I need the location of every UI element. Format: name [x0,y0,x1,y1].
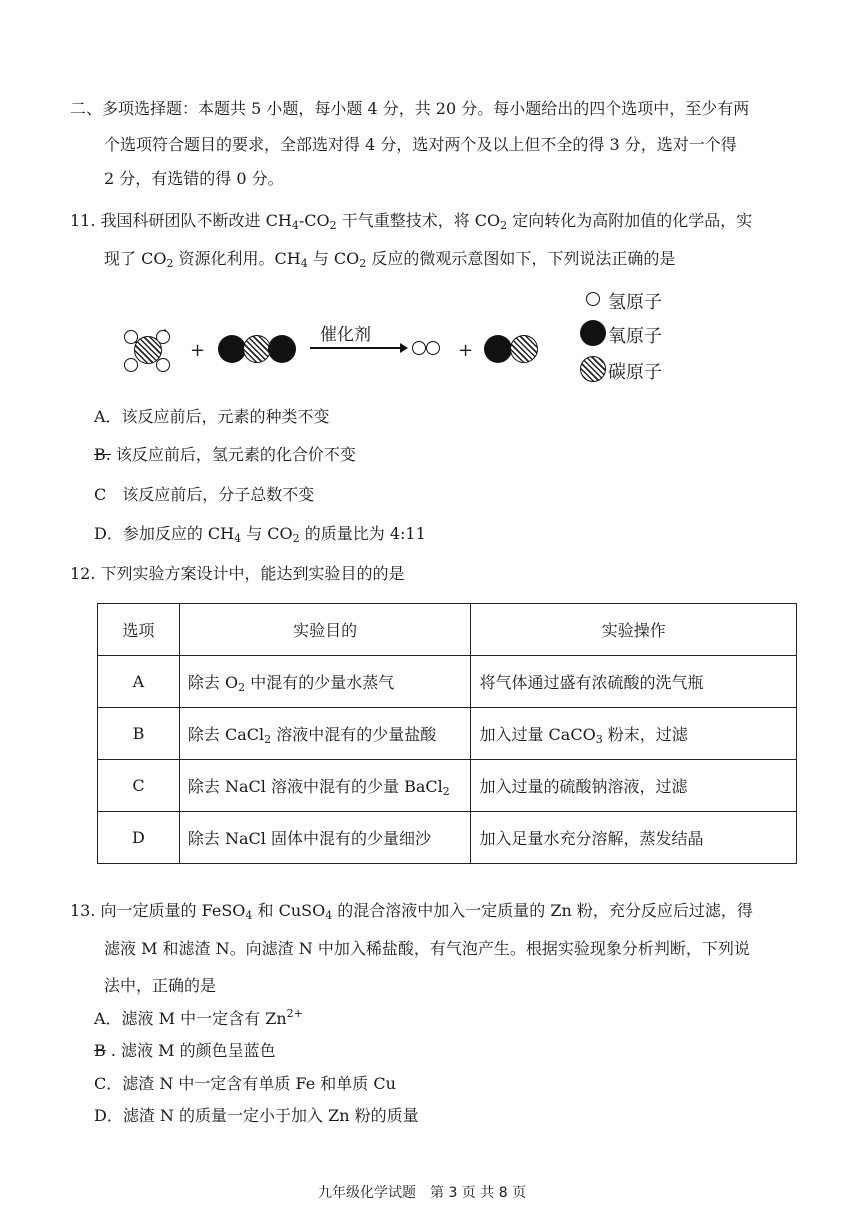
hydrogen-atom [426,341,440,355]
row-operation: 将气体通过盛有浓硫酸的洗气瓶 [471,656,797,708]
table-row [98,812,797,864]
table-row [98,656,797,708]
q11-option-b: B. 该反应前后，氢元素的化合价不变 [94,445,356,464]
legend-hydrogen-icon [586,292,600,306]
q13-stem-line2: 滤液 M 和滤渣 N。向滤渣 N 中加入稀盐酸，有气泡产生。根据实验现象分析判断，下列说 [104,939,750,958]
section-heading-line2: 个选项符合题目的要求，全部选对得 4 分，选对两个及以上但不全的得 3 分，选对一个得 [104,135,737,154]
table-row [98,708,797,760]
row-goal: 除去 $O_2$ 中混有的少量水蒸气 [179,656,471,708]
legend-carbon-icon [580,356,606,382]
q13-option-a: A．滤液 M 中一定含有 $Zn^{2+}$ [94,1007,303,1028]
q13-stem-line3: 法中，正确的是 [104,976,217,995]
row-option: D [98,812,180,864]
row-option: A [98,656,180,708]
row-operation: 加入足量水充分溶解，蒸发结晶 [471,812,797,864]
plus-sign: + [458,340,474,361]
q11-option-c: C 该反应前后，分子总数不变 [94,485,315,504]
experiment-table [97,603,797,864]
header-goal: 实验目的 [179,604,471,656]
reaction-arrow-line [310,347,402,349]
oxygen-atom [484,335,512,363]
section-heading-line3: 2 分，有选错的得 0 分。 [104,169,284,188]
page-footer: 九年级化学试题 第 3 页 共 8 页 [318,1185,527,1201]
q12-stem: 12. 下列实验方案设计中，能达到实验目的的是 [70,564,405,583]
q13-option-c: C．滤渣 N 中一定含有单质 Fe 和单质 Cu [94,1074,396,1093]
q11-stem-line2: 现了 $CO_2$ 资源化利用。$CH_4$ 与 $CO_2$ 反应的微观示意图如下，下列说法正确的是 [104,249,676,270]
row-option: B [98,708,180,760]
legend-oxygen-label: 氧原子 [608,326,662,347]
oxygen-atom [268,335,296,363]
q13-stem-line1: 13. 向一定质量的 FeSO$_4$ 和 CuSO$_4$ 的混合溶液中加入一定质量的 Zn 粉，充分反应后过滤，得 [70,901,753,922]
carbon-atom [134,336,162,364]
oxygen-atom [218,335,246,363]
row-option: C [98,760,180,812]
hydrogen-atom [156,358,170,372]
header-option: 选项 [98,604,180,656]
arrow-head-icon [400,343,408,353]
catalyst-label: 催化剂 [320,325,371,345]
section-heading-line1: 二、多项选择题：本题共 5 小题，每小题 4 分，共 20 分。每小题给出的四个选项中，至少有两 [70,99,750,118]
carbon-atom [510,335,538,363]
legend-carbon-label: 碳原子 [608,362,662,383]
table-row [98,760,797,812]
q11-stem-line1: 11. 我国科研团队不断改进 $CH_4-CO_2$ 干气重整技术，将 $CO_2$ 定向转化为高附加值的化学品，实 [70,211,753,232]
reaction-diagram [110,290,810,400]
q11-option-d: D．参加反应的 $CH_4$ 与 $CO_2$ 的质量比为 4:11 [94,524,426,545]
row-operation: 加入过量 CaCO$_3$ 粉末，过滤 [471,708,797,760]
header-operation: 实验操作 [471,604,797,656]
q13-option-d: D．滤渣 N 的质量一定小于加入 Zn 粉的质量 [94,1106,419,1125]
plus-sign: + [190,340,206,361]
table-header-row [98,604,797,656]
row-goal: 除去 CaCl$_2$ 溶液中混有的少量盐酸 [179,708,471,760]
q13-option-b: B . 滤液 M 的颜色呈蓝色 [94,1041,276,1060]
hydrogen-atom [412,341,426,355]
row-goal: 除去 NaCl 固体中混有的少量细沙 [179,812,471,864]
carbon-atom [243,335,271,363]
hydrogen-atom [124,358,138,372]
legend-hydrogen-label: 氢原子 [608,292,662,313]
legend-oxygen-icon [580,320,606,346]
row-goal: 除去 NaCl 溶液中混有的少量 BaCl$_2$ [179,760,471,812]
q11-option-a: A．该反应前后，元素的种类不变 [94,407,330,426]
row-operation: 加入过量的硫酸钠溶液，过滤 [471,760,797,812]
